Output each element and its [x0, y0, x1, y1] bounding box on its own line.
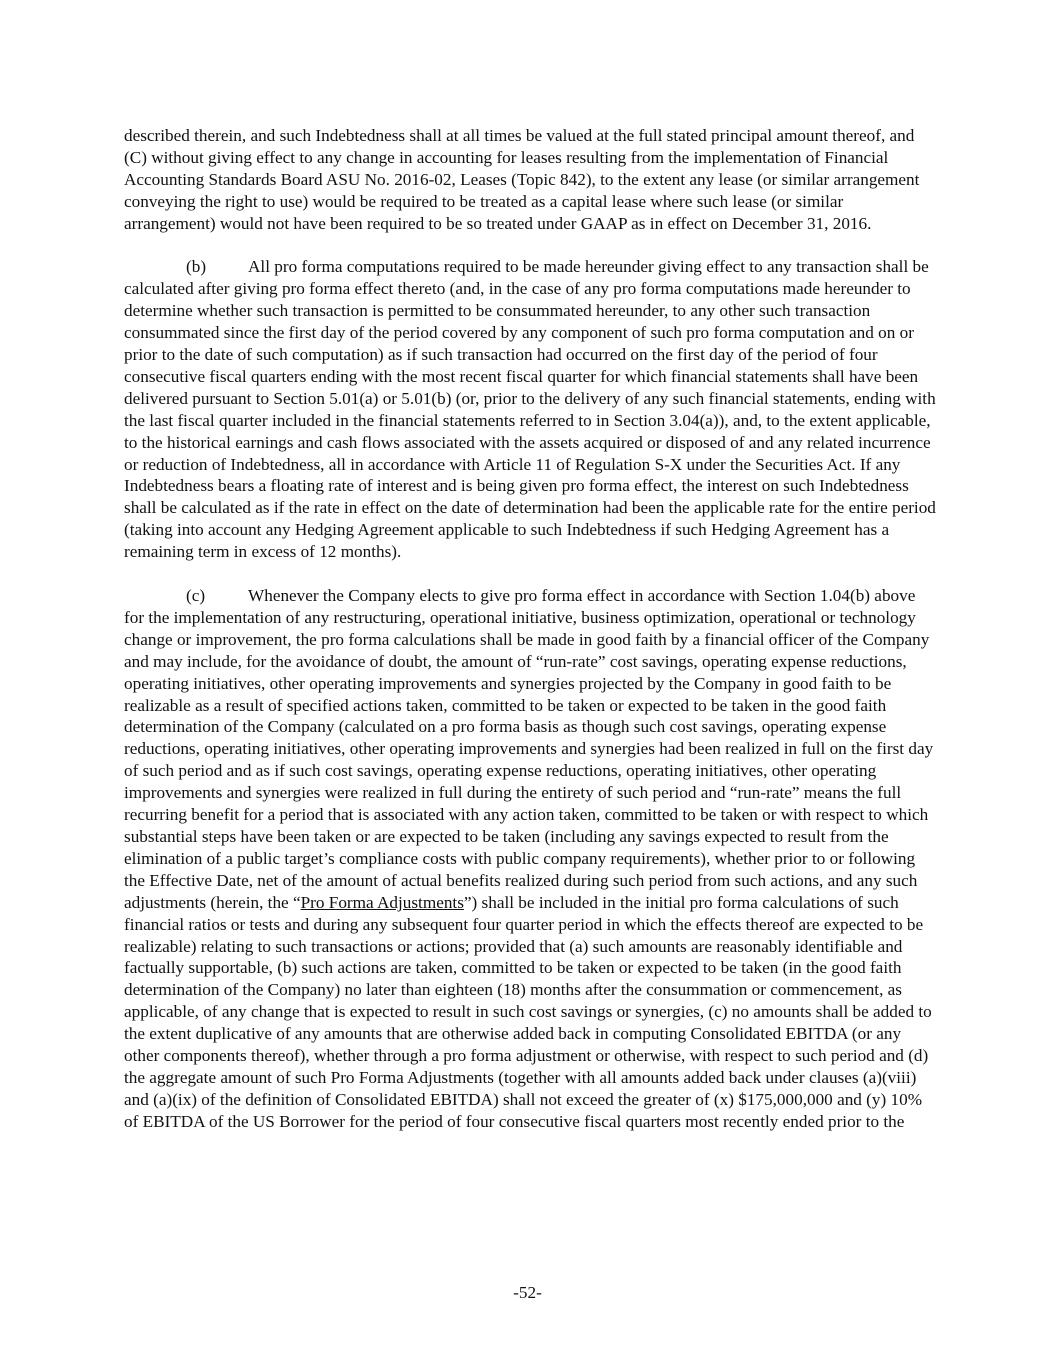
- paragraph-b: [124, 256, 936, 563]
- paragraph-c-text-before: Whenever the Company elects to give pro forma effect in accordance with Section 1.04(b) above for the implementation of any restructuring, operational initiative, business optimization, operational or technology change or improvement, the pro forma calculations shall be made in good faith by a financial officer of the Company and may include, for the avoidance of doubt, the amount of “run-rate” cost savings, operating expense reductions, operating initiatives, other operating improvements and synergies projected by the Company in good faith to be realizable as a result of specified actions taken, committed to be taken or expected to be taken in the good faith determination of the Company (calculated on a pro forma basis as though such cost savings, operating expense reductions, operating initiatives, other operating improvements and synergies had been realized in full on the first day of such period and as if such cost savings, operating expense reductions, operating initiatives, other operating improvements and synergies were realized in full during the entirety of such period and “run-rate” means the full recurring benefit for a period that is associated with any action taken, committed to be taken or with respect to which substantial steps have been taken or are expected to be taken (including any savings expected to result from the elimination of a public target’s compliance costs with public company requirements), whether prior to or following the Effective Date, net of the amount of actual benefits realized during such period from such actions, and any such adjustments (herein, the “: [124, 586, 934, 912]
- defined-term-pro-forma-adjustments: Pro Forma Adjustments: [300, 892, 464, 912]
- paragraph-c-text-after: ”) shall be included in the initial pro forma calculations of such financial ratios or tests and during any subsequent four quarter period in which the effects thereof are expected to be realizable) relating to such transactions or actions; provided that (a) such amounts are reasonably identifiable and factually supportable, (b) such actions are taken, committed to be taken or expected to be taken (in the good faith determination of the Company) no later than eighteen (18) months after the consummation or commencement, as applicable, of any change that is expected to result in such cost savings or synergies, (c) no amounts shall be added to the extent duplicative of any amounts that are otherwise added back in computing Consolidated EBITDA (or any other components thereof), whether through a pro forma adjustment or otherwise, with respect to such period and (d) the aggregate amount of such Pro Forma Adjustments (together with all amounts added back under clauses (a)(viii) and (a)(ix) of the definition of Consolidated EBITDA) shall not exceed the greater of (x) $175,000,000 and (y) 10% of EBITDA of the US Borrower for the period of four consecutive fiscal quarters most recently ended prior to the: [124, 892, 932, 1131]
- paragraph-b-text: All pro forma computations required to be made hereunder giving effect to any transaction shall be calculated after giving pro forma effect thereto (and, in the case of any pro forma computations made hereunder to determine whether such transaction is permitted to be consummated hereunder, to any other such transaction consummated since the first day of the period covered by any component of such pro forma computation and on or prior to the date of such computation) as if such transaction had occurred on the first day of the period of four consecutive fiscal quarters ending with the most recent fiscal quarter for which financial statements shall have been delivered pursuant to Section 5.01(a) or 5.01(b) (or, prior to the delivery of any such financial statements, ending with the last fiscal quarter included in the financial statements referred to in Section 3.04(a)), and, to the extent applicable, to the historical earnings and cash flows associated with the assets acquired or disposed of and any related incurrence or reduction of Indebtedness, all in accordance with Article 11 of Regulation S-X under the Securities Act. If any Indebtedness bears a floating rate of interest and is being given pro forma effect, the interest on such Indebtedness shall be calculated as if the rate in effect on the date of determination had been the applicable rate for the entire period (taking into account any Hedging Agreement applicable to such Indebtedness if such Hedging Agreement has a remaining term in excess of 12 months).: [124, 257, 936, 562]
- paragraph-c-label: (c): [186, 586, 206, 605]
- paragraph-c: [124, 585, 936, 1133]
- paragraph-b-label: (b): [186, 257, 207, 277]
- paragraph-a-continued: described therein, and such Indebtedness shall at all times be valued at the full stated principal amount thereof, and (C) without giving effect to any change in accounting for leases resulting from the implementation of Financial Accounting Standards Board ASU No. 2016-02, Leases (Topic 842), to the extent any lease (or similar arrangement conveying the right to use) would be required to be treated as a capital lease where such lease (or similar arrangement) would not have been required to be so treated under GAAP as in effect on December 31, 2016.: [124, 126, 920, 233]
- document-body: [124, 125, 936, 1155]
- page-number: -52-: [513, 1283, 542, 1302]
